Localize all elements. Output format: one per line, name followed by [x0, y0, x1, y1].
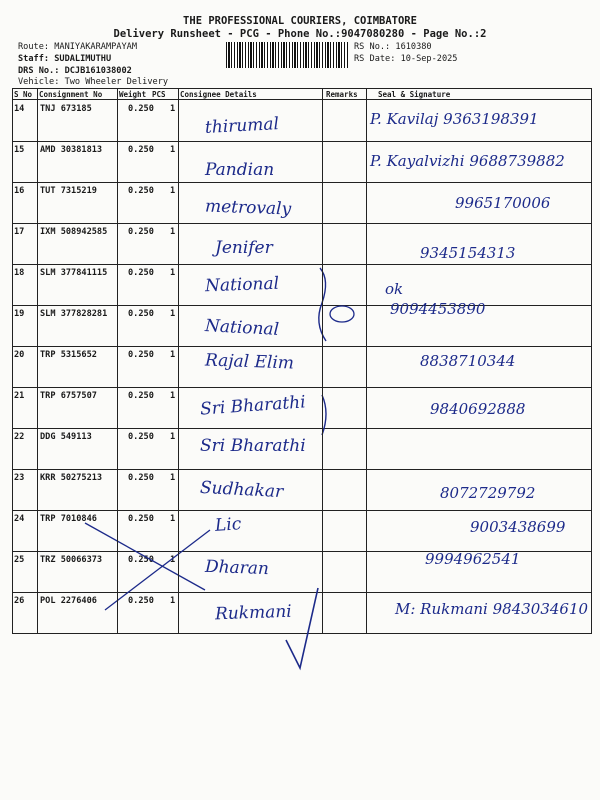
col-consignment: Consignment No [39, 90, 103, 99]
runsheet-subtitle: Delivery Runsheet - PCG - Phone No.:9047080280 - Page No.:2 [113, 28, 487, 40]
row-consignment: POL 2276406 [40, 596, 97, 606]
row-pcs: 1 [170, 596, 176, 606]
row-consignment: TRP 7010846 [40, 514, 97, 524]
rs-date: RS Date: 10-Sep-2025 [354, 54, 458, 64]
row-consignment: DDG 549113 [40, 432, 92, 442]
seal-signature-handwriting: P. Kayalvizhi 9688739882 [370, 152, 565, 170]
col-consignee: Consignee Details [180, 90, 257, 99]
col-weight: Weight [119, 90, 147, 99]
drs-label: DRS No.: DCJB161038002 [18, 66, 132, 76]
seal-signature-handwriting: 9840692888 [430, 400, 526, 418]
consignee-handwriting: thirumal [204, 114, 280, 138]
row-pcs: 1 [170, 432, 176, 442]
row-weight: 0.250 [128, 145, 154, 155]
row-consignment: KRR 50275213 [40, 473, 103, 483]
col-divider-consignment [37, 88, 38, 633]
consignee-handwriting: Jenifer [215, 238, 273, 258]
row-weight: 0.250 [128, 309, 154, 319]
row-pcs: 1 [170, 227, 176, 237]
consignee-handwriting: Sudhakar [199, 477, 284, 503]
cross-line-2 [105, 530, 210, 610]
seal-signature-handwriting: ok [385, 280, 404, 298]
circle-mark [330, 306, 354, 322]
row-sno: 14 [14, 104, 25, 114]
row-consignment: SLM 377828281 [40, 309, 108, 319]
row-sno: 20 [14, 350, 25, 360]
consignee-handwriting: Sri Bharathi [199, 392, 307, 420]
consignee-handwriting: Dharan [204, 556, 270, 580]
seal-signature-handwriting: 9965170006 [455, 194, 551, 212]
row-consignment: TRP 5315652 [40, 350, 97, 360]
col-divider-weight [117, 88, 118, 633]
staff-label: Staff: SUDALIMUTHU [18, 54, 112, 64]
row-pcs: 1 [170, 514, 176, 524]
row-sno: 24 [14, 514, 25, 524]
row-consignment: TRP 6757507 [40, 391, 97, 401]
seal-signature-handwriting: 9994962541 [425, 550, 521, 568]
col-divider-seal [366, 88, 367, 633]
row-sno: 16 [14, 186, 25, 196]
row-consignment: AMD 30381813 [40, 145, 103, 155]
row-weight: 0.250 [128, 514, 154, 524]
row-weight: 0.250 [128, 596, 154, 606]
row-pcs: 1 [170, 186, 176, 196]
col-seal-signature: Seal & Signature [378, 90, 451, 99]
row-weight: 0.250 [128, 227, 154, 237]
col-divider-consignee [178, 88, 179, 633]
check-mark [286, 588, 318, 668]
route-label: Route: MANIYAKARAMPAYAM [18, 42, 137, 52]
row-consignment: TUT 7315219 [40, 186, 97, 196]
seal-signature-handwriting: 8838710344 [420, 352, 516, 370]
row-sno: 23 [14, 473, 25, 483]
seal-signature-handwriting: P. Kavilaj 9363198391 [370, 110, 539, 128]
row-sno: 26 [14, 596, 25, 606]
row-consignment: TNJ 673185 [40, 104, 92, 114]
row-sno: 17 [14, 227, 25, 237]
seal-signature-handwriting: 9345154313 [420, 244, 516, 262]
row-pcs: 1 [170, 391, 176, 401]
row-pcs: 1 [170, 309, 176, 319]
consignee-handwriting: Sri Bharathi [200, 436, 306, 456]
consignee-handwriting: Rukmani [214, 601, 293, 625]
company-title: THE PROFESSIONAL COURIERS, COIMBATORE [183, 15, 417, 27]
table-left-border [12, 88, 13, 633]
consignee-handwriting: National [204, 316, 280, 340]
consignee-handwriting: Rajal Elim [204, 350, 295, 374]
row-sno: 22 [14, 432, 25, 442]
row-pcs: 1 [170, 145, 176, 155]
row-consignment: SLM 377841115 [40, 268, 108, 278]
seal-signature-handwriting: 9094453890 [390, 300, 486, 318]
row-weight: 0.250 [128, 268, 154, 278]
seal-signature-handwriting: 8072729792 [440, 484, 536, 502]
row-weight: 0.250 [128, 104, 154, 114]
col-divider-remarks [322, 88, 323, 633]
row-sno: 18 [14, 268, 25, 278]
row-weight: 0.250 [128, 391, 154, 401]
row-weight: 0.250 [128, 432, 154, 442]
row-sno: 25 [14, 555, 25, 565]
vehicle-label: Vehicle: Two Wheeler Delivery [18, 77, 169, 87]
consignee-handwriting: Lic [214, 514, 242, 536]
row-pcs: 1 [170, 555, 176, 565]
col-sno: S No [14, 90, 33, 99]
table-right-border [591, 88, 592, 633]
row-pcs: 1 [170, 104, 176, 114]
consignee-handwriting: Pandian [205, 160, 275, 180]
row-weight: 0.250 [128, 555, 154, 565]
col-pcs: PCS [152, 90, 166, 99]
rs-number: RS No.: 1610380 [354, 42, 432, 52]
row-sno: 15 [14, 145, 25, 155]
seal-signature-handwriting: 9003438699 [470, 518, 566, 536]
row-sno: 21 [14, 391, 25, 401]
row-sno: 19 [14, 309, 25, 319]
row-weight: 0.250 [128, 186, 154, 196]
row-weight: 0.250 [128, 473, 154, 483]
row-consignment: TRZ 50066373 [40, 555, 103, 565]
consignee-handwriting: metrovaly [204, 196, 292, 220]
row-pcs: 1 [170, 268, 176, 278]
consignee-handwriting: National [204, 273, 280, 297]
row-pcs: 1 [170, 350, 176, 360]
row-weight: 0.250 [128, 350, 154, 360]
col-remarks: Remarks [326, 90, 358, 99]
row-pcs: 1 [170, 473, 176, 483]
row-consignment: IXM 508942585 [40, 227, 108, 237]
seal-signature-handwriting: M: Rukmani 9843034610 [395, 600, 589, 618]
